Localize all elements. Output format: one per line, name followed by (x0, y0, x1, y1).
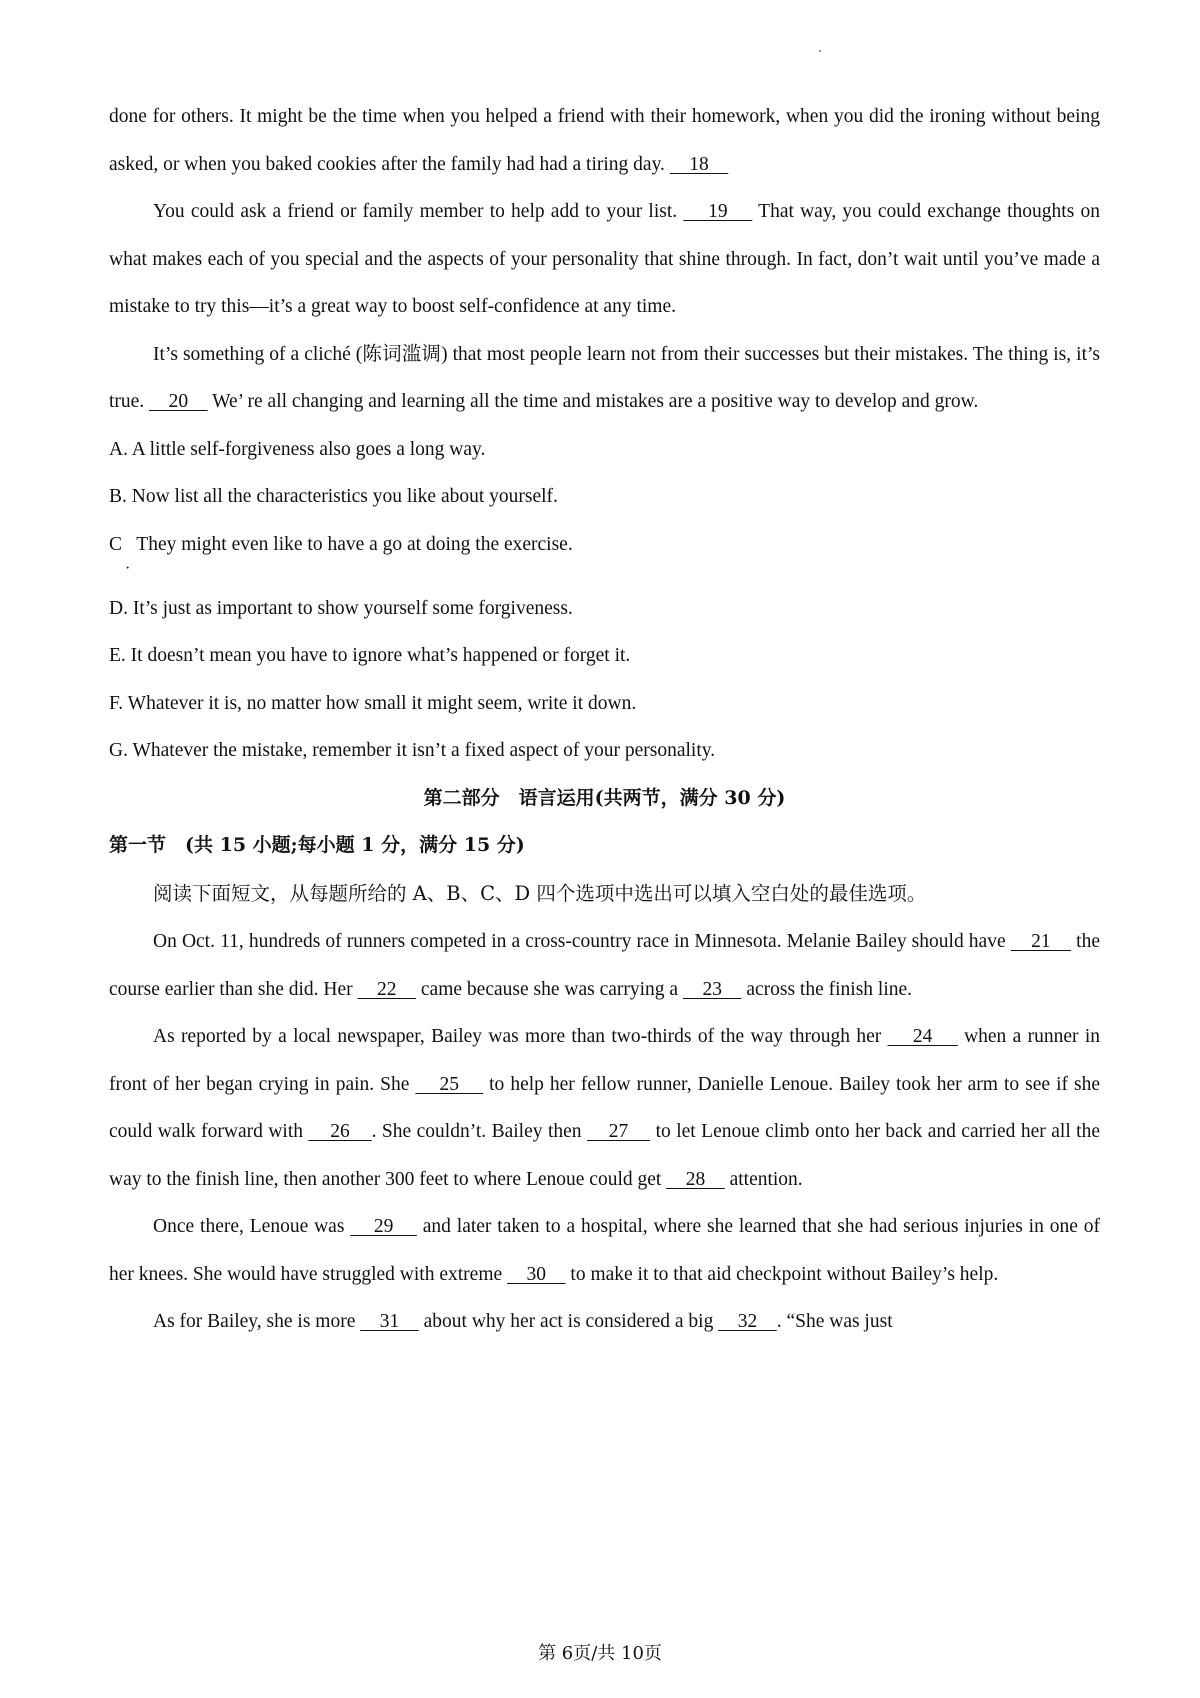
blank-25: 25 (415, 1073, 484, 1095)
blank-21: 21 (1010, 931, 1072, 952)
blank-22: 22 (357, 978, 417, 1000)
cloze-text: As for Bailey, she is more (153, 1311, 361, 1332)
blank-28: 28 (666, 1168, 725, 1190)
scan-dot (819, 50, 821, 52)
cloze-text: As reported by a local newspaper, Bailey was more than two-thirds of the way through her (153, 1026, 888, 1047)
cloze-text: the course earlier than she did. Her (109, 931, 1101, 1000)
cloze-text: . She couldn’t. Bailey then (371, 1121, 587, 1142)
option-f: F. Whatever it is, no matter how small it might seem, write it down. (109, 692, 637, 714)
cloze-text: . “She was just (776, 1311, 893, 1332)
paragraph-17-end (109, 93, 1100, 188)
cloze-text: and later taken to a hospital, where she learned that she had serious injuries in one of her knees. She would have struggled with extreme (109, 1216, 1100, 1285)
cloze-text: about why her act is considered a big (418, 1311, 719, 1332)
cloze-text: to let Lenoue climb onto her back and carried her all the way to the finish line, then another 300 feet to where Lenoue could get (109, 1121, 1101, 1190)
blank-20: 20 (149, 391, 208, 412)
cloze-text: attention. (724, 1168, 803, 1190)
paragraph-19-pre: You could ask a friend or family member to help add to your list. (153, 201, 684, 222)
paragraph-20-pre: It’s something of a cliché (陈词滥调) that most people learn not from their successes but their mistakes. The thing is, it’s true. (109, 343, 1100, 412)
cloze-paragraph-2 (109, 1013, 1100, 1203)
blank-30: 30 (507, 1263, 566, 1285)
cloze-text: across the finish line. (741, 978, 913, 1000)
cloze-paragraph-1 (109, 918, 1100, 1013)
cloze-text: Once there, Lenoue was (153, 1216, 351, 1237)
cloze-text: to help her fellow runner, Danielle Lenoue. Bailey took her arm to see if she could walk forward with (109, 1073, 1100, 1142)
paragraph-20 (109, 331, 1100, 426)
blank-19: 19 (683, 201, 753, 222)
section1-title: 第一节 (共 15 小题;每小题 1 分，满分 15 分) (109, 834, 525, 856)
option-c-dot: · (125, 559, 131, 577)
blank-23: 23 (682, 978, 742, 1000)
option-c-row (109, 521, 1100, 585)
page-body (109, 93, 1100, 1346)
part2-title: 第二部分 语言运用(共两节，满分 30 分) (423, 786, 786, 809)
cloze-text: came because she was carrying a (416, 978, 683, 1000)
paragraph-19 (109, 188, 1100, 331)
paragraph-20-post: We’ re all changing and learning all the time and mistakes are a positive way to develop and grow. (207, 391, 979, 412)
blank-27: 27 (586, 1121, 651, 1142)
option-e: E. It doesn’t mean you have to ignore what’s happened or forget it. (109, 645, 631, 666)
option-b: B. Now list all the characteristics you like about yourself. (109, 486, 558, 507)
cloze-text: to make it to that aid checkpoint without Bailey’s help. (565, 1263, 999, 1285)
cloze-text: when a runner in front of her began crying in pain. She (109, 1026, 1101, 1095)
option-c: C They might even like to have a go at doing the exercise. (109, 533, 573, 555)
option-d: D. It’s just as important to show yourself some forgiveness. (109, 597, 573, 619)
blank-24: 24 (887, 1026, 958, 1047)
blank-26: 26 (308, 1121, 372, 1142)
paragraph-17-line2: without being asked, or when you baked cookies after the family had had a tiring day. (109, 106, 1100, 175)
blank-31: 31 (360, 1311, 419, 1332)
paragraph-17-line1: done for others. It might be the time when you helped a friend with their homework, when you did the ironing (109, 106, 986, 127)
blank-32: 32 (718, 1311, 777, 1332)
cloze-text: On Oct. 11, hundreds of runners competed in a cross-country race in Minnesota. Melanie Bailey should have (153, 931, 1011, 952)
paragraph-19-post: That way, you could exchange thoughts on what makes each of you special and the aspects of your personality that shine through. In fact, don’t wait until you’ve made a mistake to try this—it’s a great way to boost self-confidence at any time. (109, 201, 1100, 317)
instruction-text: 阅读下面短文，从每题所给的 A、B、C、D 四个选项中选出可以填入空白处的最佳选项。 (153, 882, 927, 905)
cloze-paragraph-3 (109, 1203, 1100, 1298)
page-footer: 第 6页/共 10页 (538, 1643, 662, 1664)
option-a: A. A little self-forgiveness also goes a long way. (109, 438, 486, 460)
cloze-paragraph-4 (109, 1298, 1100, 1346)
option-g: G. Whatever the mistake, remember it isn’t a fixed aspect of your personality. (109, 740, 716, 761)
blank-18: 18 (669, 153, 729, 175)
blank-29: 29 (350, 1216, 417, 1237)
